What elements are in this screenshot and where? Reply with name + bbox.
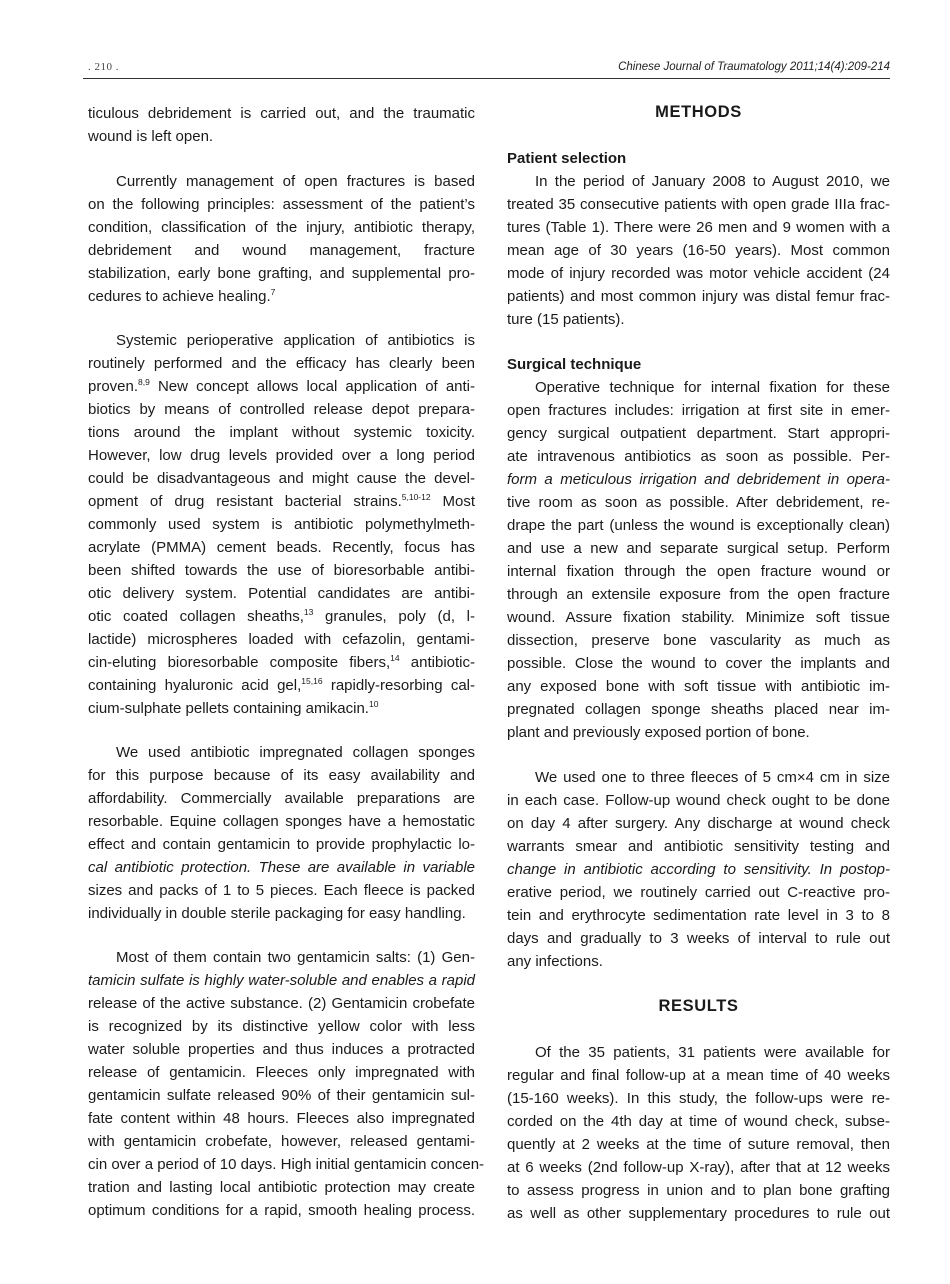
line-text: days and gradually to 3 weeks of interval to rule out — [507, 930, 890, 947]
paragraph-p-systemic-line — [88, 561, 475, 581]
line-text: condition, classification of the injury, antibiotic therapy, — [88, 219, 475, 236]
paragraph-p-principles-line — [88, 264, 475, 284]
citation-superscript: 14 — [390, 653, 400, 663]
paragraph-surgical-technique-line — [507, 378, 890, 398]
line-text: However, low drug levels provided over a long period — [88, 447, 475, 464]
line-text: (15-160 weeks). In this study, the follow-ups were re- — [507, 1090, 890, 1107]
line-text: been shifted towards the use of bioresorbable antibi- — [88, 562, 475, 579]
paragraph-surgical-technique-line — [507, 470, 890, 490]
paragraph-surgical-technique-line — [507, 447, 890, 467]
line-text: fate content within 48 hours. Fleeces also impregnated — [88, 1110, 475, 1127]
line-text: ate intravenous antibiotics as soon as possible. Per- — [507, 448, 890, 465]
line-text: commonly used system is antibiotic polymethylmeth- — [88, 516, 475, 533]
paragraph-results-line — [507, 1066, 890, 1086]
citation-superscript: 15,16 — [301, 676, 323, 686]
line-text: gency surgical outpatient department. Start appropri- — [507, 425, 890, 442]
paragraph-results-line — [507, 1089, 890, 1109]
paragraph-p-salts-line — [88, 1178, 475, 1198]
paragraph-fleeces-line — [507, 860, 890, 880]
line-text: to assess progress in union and to plan bone grafting — [507, 1182, 890, 1199]
paragraph-p-systemic-line — [88, 492, 475, 512]
line-text: warrants smear and antibiotic sensitivity testing and — [507, 838, 890, 855]
line-text: possible. Close the wound to cover the implants and — [507, 655, 890, 672]
surgical-technique-heading: Surgical technique — [507, 356, 642, 373]
paragraph-surgical-technique-line — [507, 562, 890, 582]
paragraph-p-systemic-line — [88, 469, 475, 489]
paragraph-p-sponges-line — [88, 904, 475, 924]
methods-heading: METHODS — [655, 103, 742, 121]
line-text: individually in double sterile packaging for easy handling. — [88, 905, 466, 922]
paragraph-p-systemic-line — [88, 676, 475, 696]
line-text: stabilization, early bone grafting, and supplemental pro- — [88, 265, 475, 282]
paragraph-p-sponges-line — [88, 789, 475, 809]
line-text: plant and previously exposed portion of bone. — [507, 724, 810, 741]
line-text: drape the part (unless the wound is exceptionally clean) — [507, 517, 890, 534]
line-text: could be disadvantageous and might cause the devel- — [88, 470, 475, 487]
paragraph-p-salts-line — [88, 1132, 475, 1152]
patient-selection-heading: Patient selection — [507, 150, 627, 167]
paragraph-surgical-technique-line — [507, 654, 890, 674]
line-text: otic coated collagen sheaths, — [88, 608, 304, 625]
line-text: tein and erythrocyte sedimentation rate level in 3 to 8 — [507, 907, 890, 924]
paragraph-p-systemic-line — [88, 630, 475, 650]
line-text: tures (Table 1). There were 26 men and 9 women with a — [507, 219, 890, 236]
paragraph-patient-selection-line — [507, 310, 890, 330]
line-text: mean age of 30 years (16-50 years). Most common — [507, 242, 890, 259]
line-text: on the following principles: assessment of the patient’s — [88, 196, 475, 213]
line-text: acrylate (PMMA) cement beads. Recently, focus has — [88, 539, 475, 556]
line-text: treated 35 consecutive patients with open grade IIIa frac- — [507, 196, 890, 213]
paragraph-p-systemic-line — [88, 423, 475, 443]
paragraph-patient-selection-line — [507, 287, 890, 307]
paragraph-p-principles-line — [88, 172, 475, 192]
paragraph-results-line — [507, 1181, 890, 1201]
line-text: gentamicin sulfate released 90% of their gentamicin sul- — [88, 1087, 475, 1104]
paragraph-p-salts-line — [88, 1063, 475, 1083]
line-text: sizes and packs of 1 to 5 pieces. Each fleece is packed — [88, 882, 475, 899]
line-text: Operative technique for internal fixation for these — [535, 379, 890, 396]
paragraph-p-systemic-line — [88, 331, 475, 351]
line-text: tions around the implant without systemic toxicity. — [88, 424, 475, 441]
paragraph-fleeces-line — [507, 906, 890, 926]
paragraph-p-salts-line — [88, 1040, 475, 1060]
line-text: routinely performed and the efficacy has clearly been — [88, 355, 475, 372]
paragraph-surgical-technique-line — [507, 723, 890, 743]
line-text: any exposed bone with soft tissue with antibiotic im- — [507, 678, 890, 695]
line-text: affordability. Commercially available preparations are — [88, 790, 475, 807]
paragraph-fleeces-line — [507, 768, 890, 788]
paragraph-fleeces-line — [507, 814, 890, 834]
paragraph-surgical-technique-line — [507, 700, 890, 720]
line-text: ticulous debridement is carried out, and the traumatic — [88, 105, 475, 122]
line-text: resorbable. Equine collagen sponges have a hemostatic — [88, 813, 475, 830]
paragraph-p-sponges-line — [88, 881, 475, 901]
line-text-continued: granules, poly (d, l- — [313, 608, 475, 625]
line-text: internal fixation through the open fracture wound or — [507, 563, 890, 580]
line-text: release of gentamicin. Fleeces only impregnated with — [88, 1064, 475, 1081]
line-text: containing hyaluronic acid gel, — [88, 677, 302, 694]
line-text: Systemic perioperative application of antibiotics is — [116, 332, 475, 349]
paragraph-p-salts-line — [88, 994, 475, 1014]
citation-superscript: 13 — [303, 607, 314, 617]
line-text: cedures to achieve healing. — [88, 288, 271, 305]
paragraph-patient-selection-line — [507, 264, 890, 284]
paragraph-p-sponges-line — [88, 858, 475, 878]
line-text: tration and lasting local antibiotic protection may create — [88, 1179, 475, 1196]
paragraph-p-systemic-line — [88, 538, 475, 558]
paragraph-fleeces-line — [507, 837, 890, 857]
line-text: tive room as soon as possible. After debridement, re- — [507, 494, 890, 511]
paragraph-surgical-technique-line — [507, 539, 890, 559]
paragraph-patient-selection-line — [507, 241, 890, 261]
line-text: with gentamicin crobefate, however, released gentami- — [88, 1133, 475, 1150]
line-text: corded on the 4th day at time of wound check, subse- — [507, 1113, 890, 1130]
paragraph-p-continued-line — [88, 127, 475, 147]
line-text: In the period of January 2008 to August 2010, we — [535, 173, 890, 190]
paragraph-p-principles-line — [88, 218, 475, 238]
paragraph-p-systemic-line — [88, 653, 475, 673]
line-text-continued: antibiotic- — [399, 654, 475, 671]
line-text: tamicin sulfate is highly water-soluble and enables a rapid — [88, 972, 475, 989]
paragraph-results-line — [507, 1158, 890, 1178]
paragraph-p-salts-line — [88, 1155, 485, 1175]
paragraph-p-systemic-line — [88, 515, 475, 535]
paragraph-results-line — [507, 1112, 890, 1132]
line-text: wound. Assure fixation stability. Minimize soft tissue — [507, 609, 890, 626]
paragraph-p-principles-line — [88, 241, 475, 261]
citation-superscript: 10 — [368, 699, 379, 709]
paragraph-surgical-technique-line — [507, 493, 890, 513]
paragraph-results-line — [507, 1043, 890, 1063]
line-text: cal antibiotic protection. These are available in variable — [88, 859, 475, 876]
line-text: for this purpose because of its easy availability and — [88, 767, 475, 784]
paragraph-p-salts-line — [88, 1109, 475, 1129]
citation-superscript: 7 — [270, 287, 276, 297]
paragraph-surgical-technique-line — [507, 585, 890, 605]
line-text-continued: New concept allows local application of anti- — [149, 378, 475, 395]
line-text: water soluble properties and thus induces a protracted — [88, 1041, 475, 1058]
results-heading: RESULTS — [658, 997, 739, 1015]
line-text: patients) and most common injury was distal femur frac- — [507, 288, 890, 305]
paragraph-surgical-technique-line — [507, 424, 890, 444]
line-text: Of the 35 patients, 31 patients were available for — [535, 1044, 890, 1061]
paragraph-p-sponges-line — [88, 835, 475, 855]
line-text: lactide) microspheres loaded with cefazolin, gentami- — [88, 631, 475, 648]
paragraph-p-sponges-line — [88, 812, 475, 832]
line-text: as well as other supplementary procedures to rule out — [507, 1205, 890, 1222]
line-text: quently at 2 weeks at the time of suture removal, then — [507, 1136, 890, 1153]
line-text: on day 4 after surgery. Any discharge at wound check — [507, 815, 890, 832]
line-text: Currently management of open fractures is based — [116, 173, 475, 190]
line-text: proven. — [88, 378, 139, 395]
line-text-continued: Most — [430, 493, 475, 510]
line-text: We used antibiotic impregnated collagen sponges — [116, 744, 475, 761]
paragraph-p-salts-line — [88, 971, 475, 991]
paragraph-fleeces-line — [507, 929, 890, 949]
paragraph-p-sponges-line — [88, 766, 475, 786]
paragraph-results-line — [507, 1135, 890, 1155]
line-text: cin over a period of 10 days. High initial gentamicin concen- — [88, 1156, 485, 1173]
paragraph-p-principles-line — [88, 195, 475, 215]
paragraph-patient-selection-line — [507, 195, 890, 215]
paragraph-p-systemic-line — [88, 377, 475, 397]
paragraph-patient-selection-line — [507, 172, 890, 192]
line-text: cium-sulphate pellets containing amikacin. — [88, 700, 369, 717]
line-text: open fractures includes: irrigation at first site in emer- — [507, 402, 890, 419]
journal-citation: Chinese Journal of Traumatology 2011;14(4):209-214 — [618, 61, 890, 73]
paragraph-p-systemic-line — [88, 699, 475, 719]
paragraph-p-continued-line — [88, 104, 475, 124]
paragraph-surgical-technique-line — [507, 516, 890, 536]
line-text: Most of them contain two gentamicin salts: (1) Gen- — [116, 949, 475, 966]
paragraph-p-salts-line — [88, 1086, 475, 1106]
paragraph-p-principles-line — [88, 287, 475, 307]
page-number: . 210 . — [88, 61, 119, 73]
line-text: is recognized by its distinctive yellow color with less — [88, 1018, 475, 1035]
paragraph-p-systemic-line — [88, 400, 475, 420]
paragraph-fleeces-line — [507, 791, 890, 811]
paragraph-p-systemic-line — [88, 446, 475, 466]
paragraph-results-line — [507, 1204, 890, 1224]
line-text-continued: rapidly-resorbing cal- — [322, 677, 475, 694]
line-text: mode of injury recorded was motor vehicle accident (24 — [507, 265, 890, 282]
line-text: pregnated collagen sponge sheaths placed near im- — [507, 701, 890, 718]
citation-superscript: 5,10-12 — [401, 492, 431, 502]
line-text: dissection, preserve bone vascularity as much as — [507, 632, 890, 649]
paragraph-surgical-technique-line — [507, 401, 890, 421]
line-text: otic delivery system. Potential candidates are antibi- — [88, 585, 475, 602]
paragraph-p-salts-line — [88, 1017, 475, 1037]
running-head — [83, 60, 890, 79]
paragraph-fleeces-line — [507, 952, 890, 972]
line-text: any infections. — [507, 953, 603, 970]
line-text: through an extensile exposure from the open fracture — [507, 586, 890, 603]
line-text: ture (15 patients). — [507, 311, 625, 328]
paragraph-surgical-technique-line — [507, 677, 890, 697]
line-text: at 6 weeks (2nd follow-up X-ray), after that at 12 weeks — [507, 1159, 890, 1176]
line-text: We used one to three fleeces of 5 cm×4 cm in size — [535, 769, 890, 786]
paragraph-p-salts-line — [88, 948, 475, 968]
line-text: cin-eluting bioresorbable composite fibers, — [88, 654, 391, 671]
line-text: effect and contain gentamicin to provide prophylactic lo- — [88, 836, 475, 853]
line-text: opment of drug resistant bacterial strains. — [88, 493, 402, 510]
paragraph-p-sponges-line — [88, 743, 475, 763]
line-text: change in antibiotic according to sensitivity. In postop- — [507, 861, 890, 878]
paragraph-surgical-technique-line — [507, 608, 890, 628]
line-text: optimum conditions for a rapid, smooth healing process. — [88, 1202, 475, 1219]
paragraph-surgical-technique-line — [507, 631, 890, 651]
paragraph-patient-selection-line — [507, 218, 890, 238]
line-text: debridement and wound management, fracture — [88, 242, 475, 259]
paragraph-p-systemic-line — [88, 607, 475, 627]
line-text: wound is left open. — [88, 128, 214, 145]
line-text: erative period, we routinely carried out C-reactive pro- — [507, 884, 890, 901]
citation-superscript: 8,9 — [138, 377, 150, 387]
line-text: form a meticulous irrigation and debridement in opera- — [507, 471, 890, 488]
paragraph-fleeces-line — [507, 883, 890, 903]
line-text: and use a new and separate surgical setup. Perform — [507, 540, 890, 557]
line-text: release of the active substance. (2) Gentamicin crobefate — [88, 995, 475, 1012]
line-text: biotics by means of controlled release depot prepara- — [88, 401, 475, 418]
paragraph-p-salts-line — [88, 1201, 475, 1221]
line-text: regular and final follow-up at a mean time of 40 weeks — [507, 1067, 890, 1084]
paragraph-p-systemic-line — [88, 354, 475, 374]
line-text: in each case. Follow-up wound check ought to be done — [507, 792, 890, 809]
paragraph-p-systemic-line — [88, 584, 475, 604]
